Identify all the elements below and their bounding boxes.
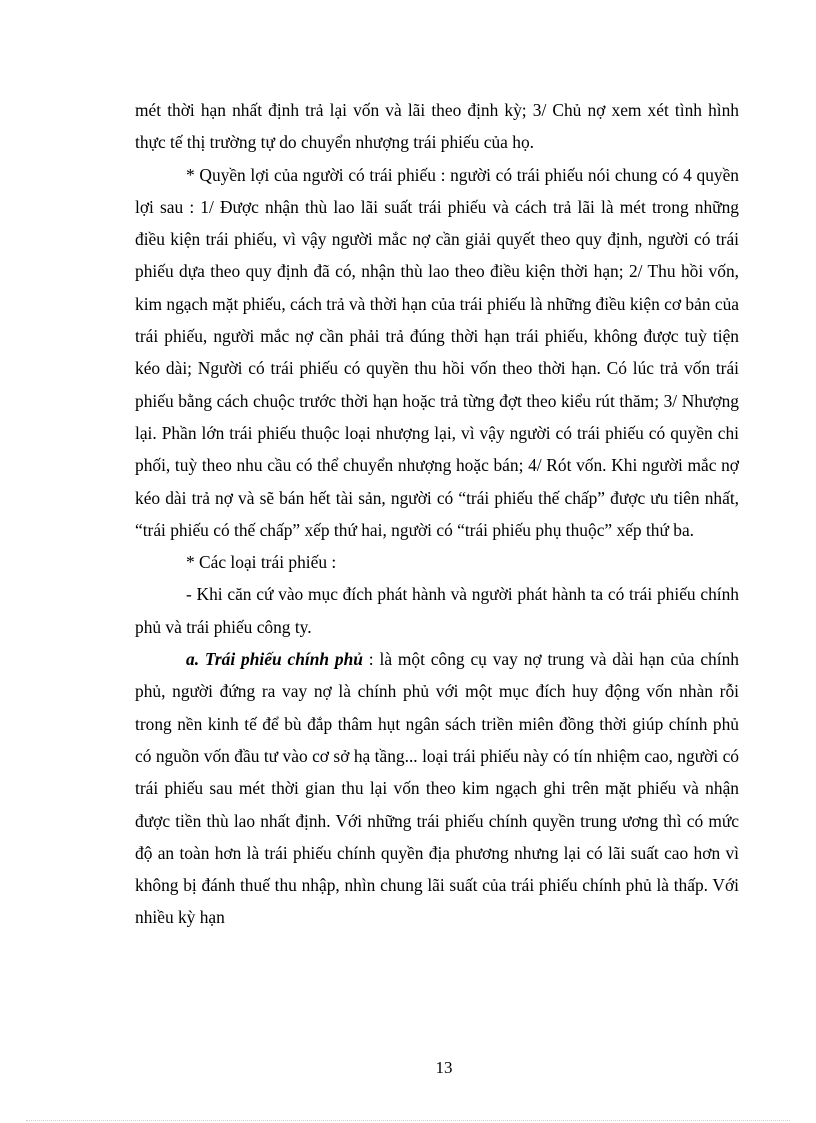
paragraph-bondholder-rights: * Quyền lợi của người có trái phiếu : người có trái phiếu nói chung có 4 quyền lợi sau : 1/ Được nhận thù lao lãi suất trái phiếu và cách trả lãi là mét trong những điều kiện trái phiếu, vì vậy người mắc nợ cần giải quyết theo quy định, người có trái phiếu dựa theo quy định đã có, nhận thù lao theo điều kiện thời hạn; 2/ Thu hồi vốn, kim ngạch mặt phiếu, cách trả và thời hạn của trái phiếu là những điều kiện cơ bản của trái phiếu, người mắc nợ cần phải trả đúng thời hạn trái phiếu, không được tuỳ tiện kéo dài; Người có trái phiếu có quyền thu hồi vốn theo thời hạn. Có lúc trả vốn trái phiếu bằng cách chuộc trước thời hạn hoặc trả từng đợt theo kiểu rút thăm; 3/ Nhượng lại. Phần lớn trái phiếu thuộc loại nhượng lại, vì vậy người có trái phiếu có quyền chi phối, tuỳ theo nhu cầu có thể chuyển nhượng hoặc bán; 4/ Rót vốn. Khi người mắc nợ kéo dài trả nợ và sẽ bán hết tài sản, người có “trái phiếu thế chấp” được ưu tiên nhất, “trái phiếu có thế chấp” xếp thứ hai, người có “trái phiếu phụ thuộc” xếp thứ ba.	[135, 164, 739, 540]
government-bonds-heading: a. Trái phiếu chính phủ	[186, 649, 363, 670]
footer-dotted-rule	[26, 1120, 790, 1121]
body-text	[135, 94, 739, 934]
paragraph-bond-classification: - Khi căn cứ vào mục đích phát hành và người phát hành ta có trái phiếu chính phủ và trái phiếu công ty.	[135, 584, 739, 637]
government-bonds-text: : là một công cụ vay nợ trung và dài hạn của chính phủ, người đứng ra vay nợ là chính phủ với một mục đích huy động vốn nhàn rỗi trong nền kinh tế để bù đắp thâm hụt ngân sách triền miên đồng thời giúp chính phủ có nguồn vốn đầu tư vào cơ sở hạ tầng... loại trái phiếu này có tín nhiệm cao, người có trái phiếu sau mét thời gian thu lại vốn theo kim ngạch ghi trên mặt phiếu và nhận được tiền thù lao nhất định. Với những trái phiếu chính quyền trung ương thì có mức độ an toàn hơn là trái phiếu chính quyền địa phương nhưng lại có lãi suất cao hơn vì không bị đánh thuế thu nhập, nhìn chung lãi suất của trái phiếu chính phủ là thấp. Với nhiều kỳ hạn	[135, 649, 739, 928]
paragraph-bond-types-heading: * Các loại trái phiếu :	[186, 552, 337, 573]
paragraph-continuation: mét thời hạn nhất định trả lại vốn và lãi theo định kỳ; 3/ Chủ nợ xem xét tình hình thực tế thị trường tự do chuyển nhượng trái phiếu của họ.	[135, 100, 739, 153]
page-number: 13	[435, 1058, 453, 1077]
paragraph-government-bonds	[135, 643, 739, 934]
